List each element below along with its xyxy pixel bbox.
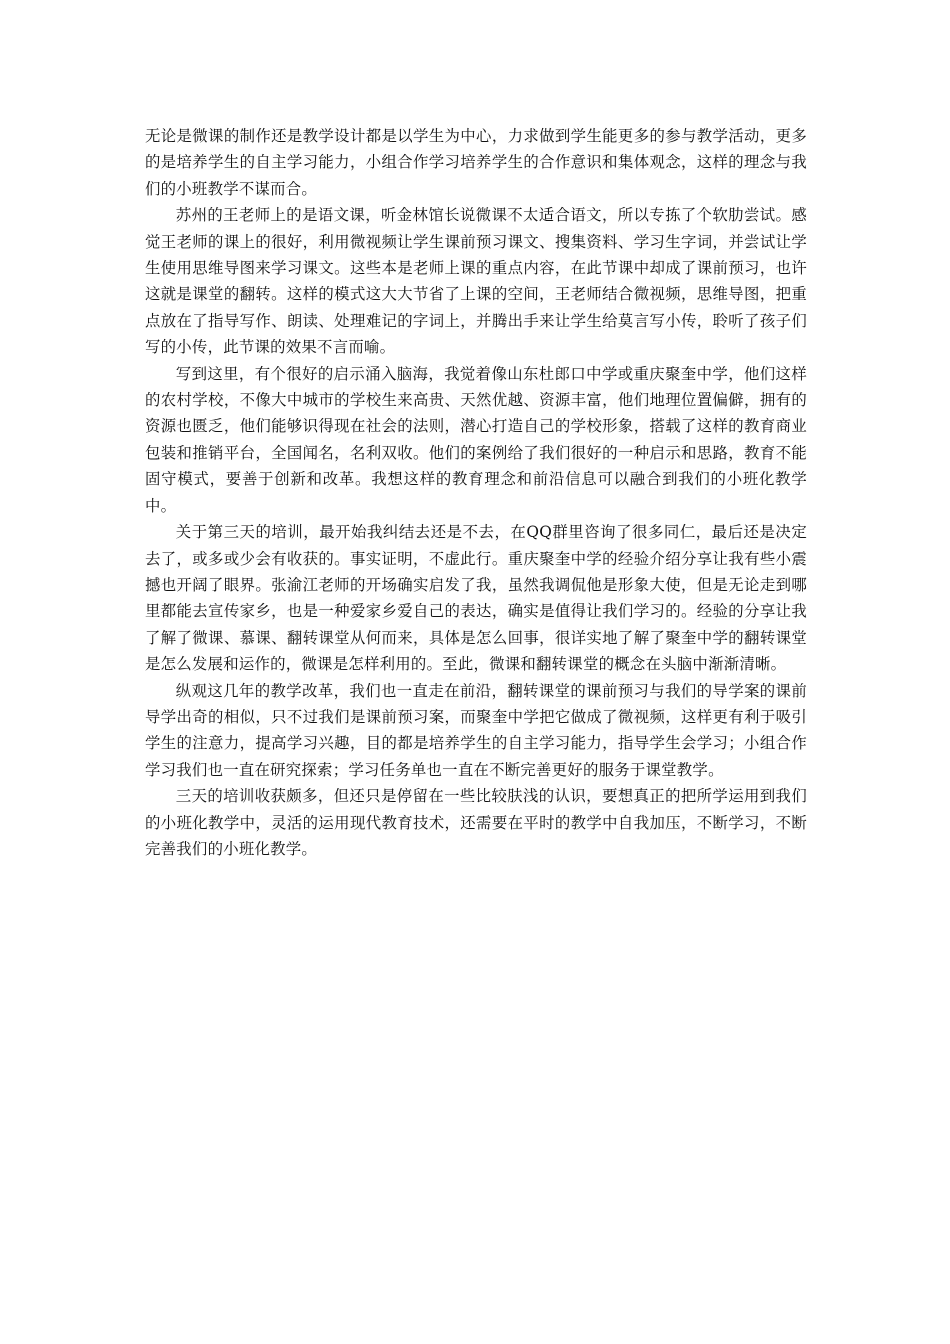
document-body bbox=[145, 123, 807, 862]
paragraph-1: 无论是微课的制作还是教学设计都是以学生为中心，力求做到学生能更多的参与教学活动，更多的是培养学生的自主学习能力，小组合作学习培养学生的合作意识和集体观念，这样的理念与我们的小班教学不谋而合。 bbox=[145, 127, 807, 198]
paragraph-4: 关于第三天的培训，最开始我纠结去还是不去，在QQ群里咨询了很多同仁，最后还是决定去了，或多或少会有收获的。事实证明，不虚此行。重庆聚奎中学的经验介绍分享让我有些小震撼也开阔了眼界。张渝江老师的开场确实启发了我，虽然我调侃他是形象大使，但是无论走到哪里都能去宣传家乡，也是一种爱家乡爱自己的表达，确实是值得让我们学习的。经验的分享让我了解了微课、慕课、翻转课堂从何而来，具体是怎么回事，很详实地了解了聚奎中学的翻转课堂是怎么发展和运作的，微课是怎样利用的。至此，微课和翻转课堂的概念在头脑中渐渐清晰。 bbox=[145, 523, 807, 674]
paragraph-2: 苏州的王老师上的是语文课，听金林馆长说微课不太适合语文，所以专拣了个软肋尝试。感觉王老师的课上的很好，利用微视频让学生课前预习课文、搜集资料、学习生字词，并尝试让学生使用思维导图来学习课文。这些本是老师上课的重点内容，在此节课中却成了课前预习，也许这就是课堂的翻转。这样的模式这大大节省了上课的空间，王老师结合微视频，思维导图，把重点放在了指导写作、朗读、处理难记的字词上，并腾出手来让学生给莫言写小传，聆听了孩子们写的小传，此节课的效果不言而喻。 bbox=[145, 206, 807, 357]
paragraph-3: 写到这里，有个很好的启示涌入脑海，我觉着像山东杜郎口中学或重庆聚奎中学，他们这样的农村学校，不像大中城市的学校生来高贵、天然优越、资源丰富，他们地理位置偏僻，拥有的资源也匮乏，他们能够识得现在社会的法则，潜心打造自己的学校形象，搭载了这样的教育商业包装和推销平台，全国闻名，名利双收。他们的案例给了我们很好的一种启示和思路，教育不能固守模式，要善于创新和改革。我想这样的教育理念和前沿信息可以融合到我们的小班化教学中。 bbox=[145, 364, 807, 515]
paragraph-5: 纵观这几年的教学改革，我们也一直走在前沿，翻转课堂的课前预习与我们的导学案的课前导学出奇的相似，只不过我们是课前预习案，而聚奎中学把它做成了微视频，这样更有利于吸引学生的注意力，提高学习兴趣，目的都是培养学生的自主学习能力，指导学生会学习；小组合作学习我们也一直在研究探索；学习任务单也一直在不断完善更好的服务于课堂教学。 bbox=[145, 681, 807, 779]
paragraph-6: 三天的培训收获颇多，但还只是停留在一些比较肤浅的认识，要想真正的把所学运用到我们的小班化教学中，灵活的运用现代教育技术，还需要在平时的教学中自我加压，不断学习，不断完善我们的小班化教学。 bbox=[145, 787, 807, 858]
